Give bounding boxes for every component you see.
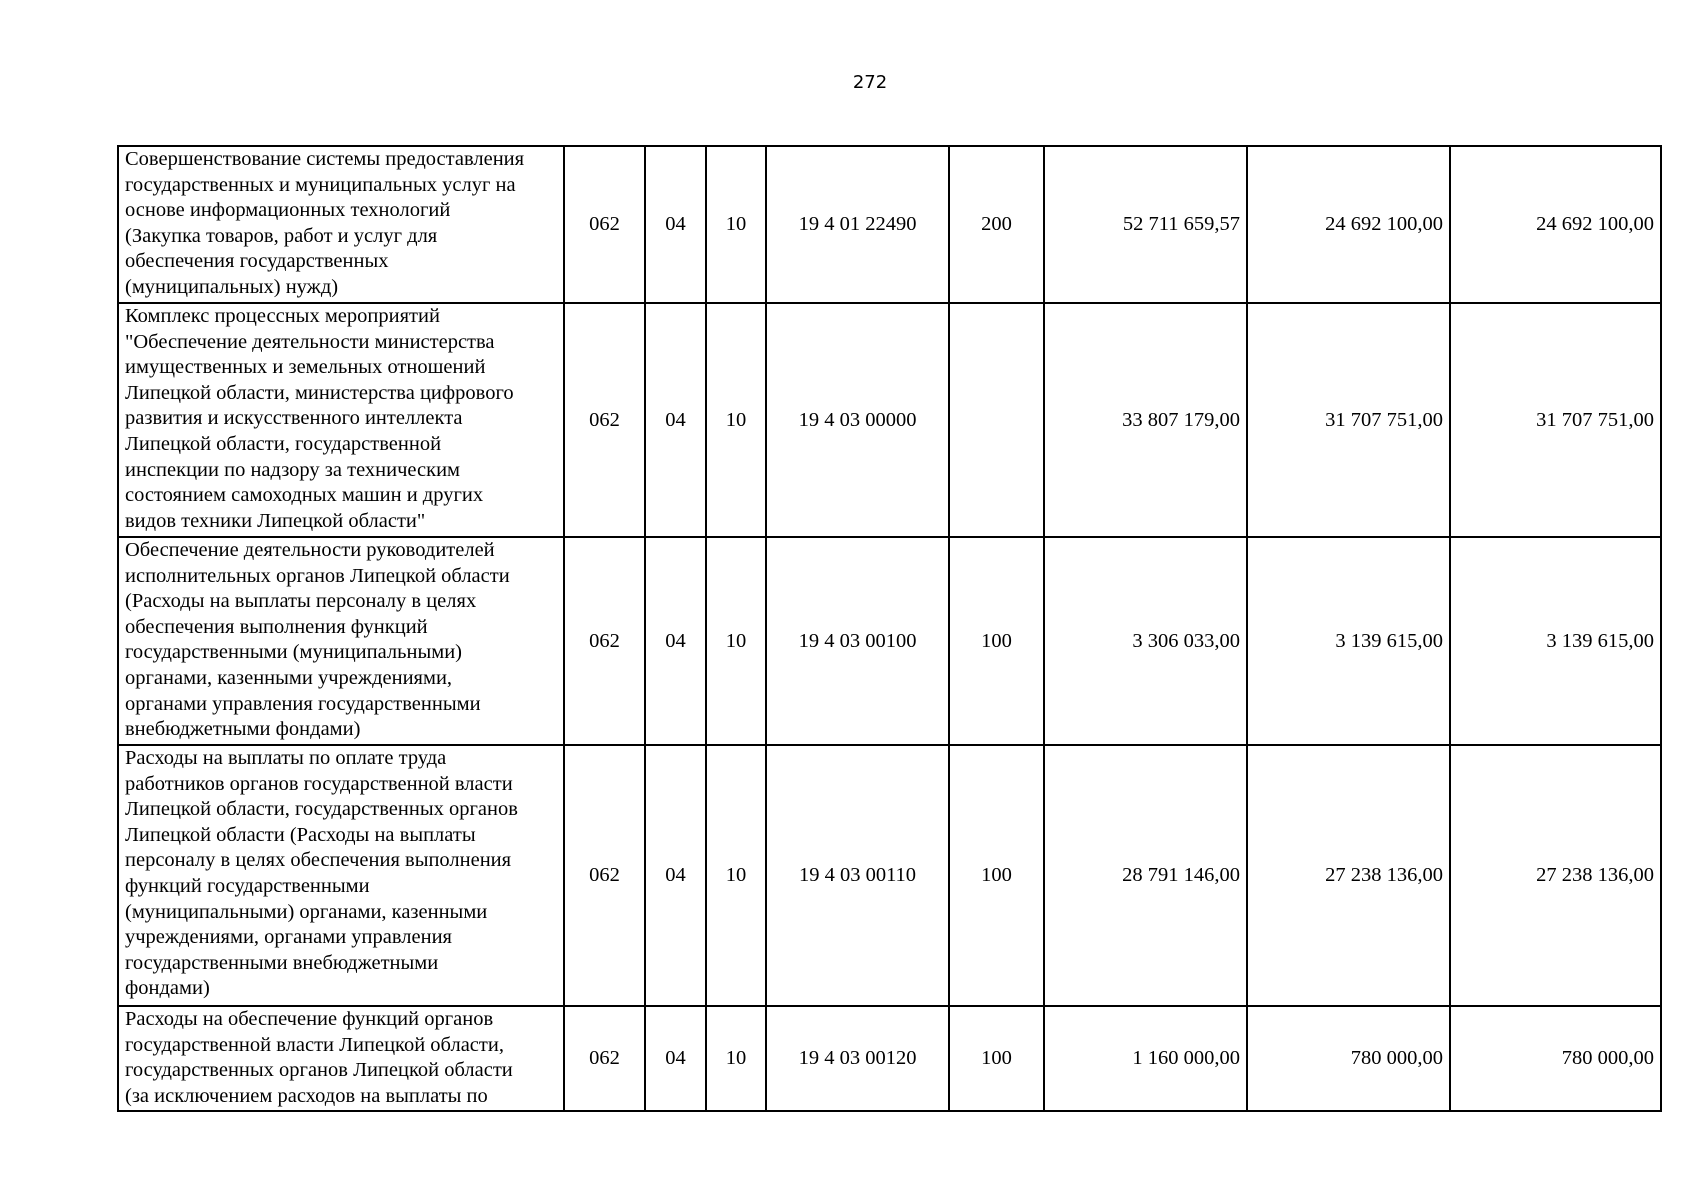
table-row xyxy=(118,745,1661,1006)
page-number: 272 xyxy=(852,72,888,93)
amount-2: 24 692 100,00 xyxy=(1247,146,1450,303)
amount-1: 1 160 000,00 xyxy=(1044,1006,1247,1111)
expense-type-code xyxy=(949,303,1044,537)
amount-2: 780 000,00 xyxy=(1247,1006,1450,1111)
amount-2: 3 139 615,00 xyxy=(1247,537,1450,745)
ministry-code: 062 xyxy=(564,745,645,1006)
target-article-code: 19 4 03 00100 xyxy=(766,537,949,745)
row-description: Обеспечение деятельности руководителей исполнительных органов Липецкой области (Расходы на выплаты персоналу в целях обеспечения выполнения функций государственными (муниципальными) органами, казенными учреждениями, органами управления государственными внебюджетными фондами) xyxy=(118,537,564,745)
amount-2: 27 238 136,00 xyxy=(1247,745,1450,1006)
amount-2: 31 707 751,00 xyxy=(1247,303,1450,537)
table-row xyxy=(118,537,1661,745)
row-description: Расходы на выплаты по оплате труда работников органов государственной власти Липецкой области, государственных органов Липецкой области (Расходы на выплаты персоналу в целях обеспечения выполнения функций государственными (муниципальными) органами, казенными учреждениями, органами управления государственными внебюджетными фондами) xyxy=(118,745,564,1006)
amount-1: 52 711 659,57 xyxy=(1044,146,1247,303)
subsection-code: 10 xyxy=(706,745,766,1006)
row-description: Расходы на обеспечение функций органов государственной власти Липецкой области, государственных органов Липецкой области (за исключением расходов на выплаты по xyxy=(118,1006,564,1111)
row-description: Совершенствование системы предоставления государственных и муниципальных услуг на основе информационных технологий (Закупка товаров, работ и услуг для обеспечения государственных (муниципальных) нужд) xyxy=(118,146,564,303)
amount-3: 27 238 136,00 xyxy=(1450,745,1661,1006)
subsection-code: 10 xyxy=(706,303,766,537)
expense-type-code: 100 xyxy=(949,537,1044,745)
amount-3: 780 000,00 xyxy=(1450,1006,1661,1111)
section-code: 04 xyxy=(645,745,706,1006)
subsection-code: 10 xyxy=(706,146,766,303)
amount-3: 31 707 751,00 xyxy=(1450,303,1661,537)
target-article-code: 19 4 01 22490 xyxy=(766,146,949,303)
expense-type-code: 100 xyxy=(949,1006,1044,1111)
target-article-code: 19 4 03 00000 xyxy=(766,303,949,537)
budget-table xyxy=(117,145,1662,1112)
table-row xyxy=(118,303,1661,537)
amount-1: 28 791 146,00 xyxy=(1044,745,1247,1006)
section-code: 04 xyxy=(645,1006,706,1111)
row-description: Комплекс процессных мероприятий "Обеспечение деятельности министерства имущественных и земельных отношений Липецкой области, министерства цифрового развития и искусственного интеллекта Липецкой области, государственной инспекции по надзору за техническим состоянием самоходных машин и других видов техники Липецкой области" xyxy=(118,303,564,537)
table-row xyxy=(118,146,1661,303)
section-code: 04 xyxy=(645,303,706,537)
subsection-code: 10 xyxy=(706,537,766,745)
amount-1: 33 807 179,00 xyxy=(1044,303,1247,537)
expense-type-code: 100 xyxy=(949,745,1044,1006)
target-article-code: 19 4 03 00110 xyxy=(766,745,949,1006)
section-code: 04 xyxy=(645,537,706,745)
table-row xyxy=(118,1006,1661,1111)
target-article-code: 19 4 03 00120 xyxy=(766,1006,949,1111)
amount-1: 3 306 033,00 xyxy=(1044,537,1247,745)
amount-3: 24 692 100,00 xyxy=(1450,146,1661,303)
section-code: 04 xyxy=(645,146,706,303)
subsection-code: 10 xyxy=(706,1006,766,1111)
expense-type-code: 200 xyxy=(949,146,1044,303)
ministry-code: 062 xyxy=(564,1006,645,1111)
ministry-code: 062 xyxy=(564,303,645,537)
ministry-code: 062 xyxy=(564,537,645,745)
amount-3: 3 139 615,00 xyxy=(1450,537,1661,745)
ministry-code: 062 xyxy=(564,146,645,303)
